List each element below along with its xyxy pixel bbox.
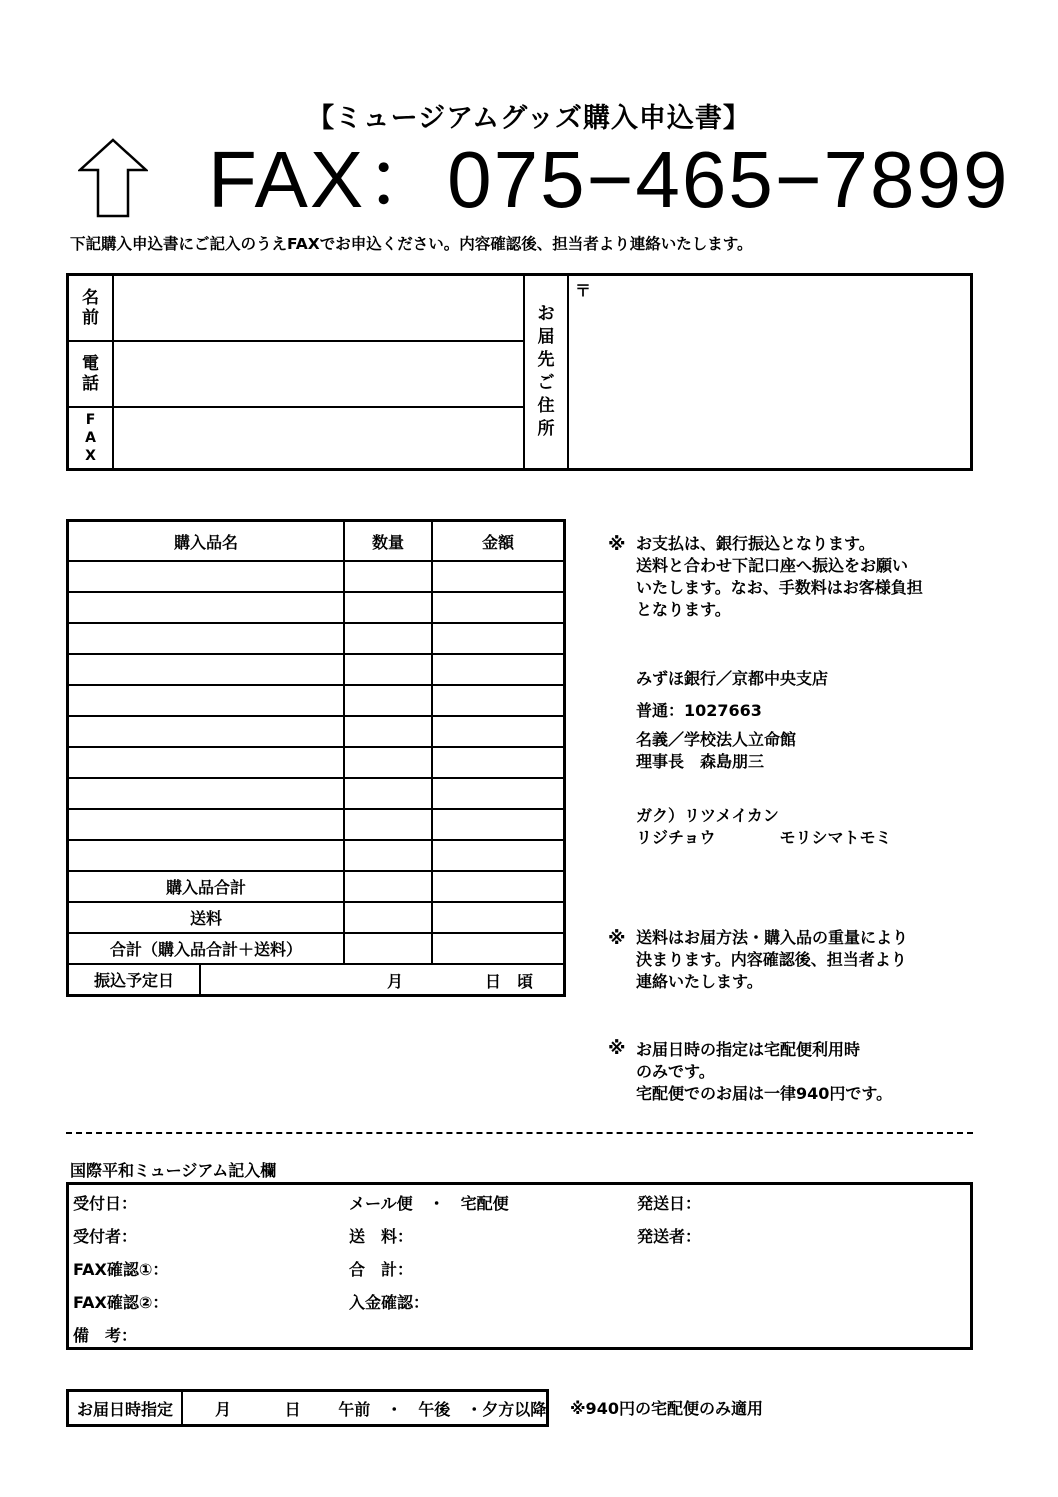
transfer-date-field[interactable] [201,965,563,994]
museum-section-title: 国際平和ミュージアム記入欄 [70,1161,277,1180]
mail-method-label: メール便 ・ 宅配便 [349,1194,509,1213]
col-amount-header: 金額 [432,521,565,562]
amount-cell[interactable] [432,809,565,840]
qty-cell[interactable] [344,716,432,747]
form-title: 【ミュージアムグッズ購入申込書】 [307,103,751,134]
qty-cell[interactable] [344,623,432,654]
delivery-label: お届日時指定 [68,1391,183,1426]
address-field[interactable] [569,276,970,468]
shipping-note: 送料はお届方法・購入品の重量により 決まります。内容確認後、担当者より 連絡いたします。 [636,928,909,991]
item-cell[interactable] [68,840,345,871]
payment-confirm-label: 入金確認： [349,1293,430,1312]
remarks-label: 備 考： [73,1326,138,1345]
order-row [68,592,565,623]
qty-cell[interactable] [344,654,432,685]
arrow-up-icon [78,138,148,218]
shipping-mark: ※ [608,928,626,949]
delivery-mark: ※ [608,1038,626,1059]
postage-label: 送 料： [349,1227,414,1246]
receiver-label: 受付者： [73,1227,138,1246]
phone-field[interactable] [114,342,523,408]
qty-cell[interactable] [344,840,432,871]
delivery-time-options: 午前 ・ 午後 ・夕方以降 [338,1399,547,1419]
intro-text: 下記購入申込書にご記入のうえFAXでお申込ください。内容確認後、担当者より連絡いたします。 [70,235,753,253]
col-item-header: 購入品名 [68,521,345,562]
item-cell[interactable] [68,561,345,592]
fax-number: FAX：075−465−7899 [208,135,1010,224]
name-label: 名 前 [69,276,114,342]
phone-label: 電 話 [69,342,114,408]
transfer-label: 振込予定日 [69,965,201,994]
order-row [68,623,565,654]
item-cell[interactable] [68,809,345,840]
contact-box [66,273,973,471]
shipping-qty[interactable] [344,902,432,933]
payment-mark: ※ [608,534,626,555]
transfer-day: 日 [485,972,502,991]
postal-mark: 〒 [575,281,592,300]
amount-cell[interactable] [432,592,565,623]
delivery-note: お届日時の指定は宅配便利用時 のみです。 宅配便でのお届は一律940円です。 [636,1040,893,1103]
qty-cell[interactable] [344,747,432,778]
item-cell[interactable] [68,716,345,747]
order-row [68,561,565,592]
total-amount[interactable] [432,933,565,964]
amount-cell[interactable] [432,840,565,871]
delivery-table [66,1389,549,1427]
fax-field[interactable] [114,408,523,468]
order-row [68,716,565,747]
item-cell[interactable] [68,778,345,809]
delivery-month: 月 [215,1399,232,1419]
total-qty[interactable] [344,933,432,964]
amount-cell[interactable] [432,747,565,778]
transfer-month: 月 [387,972,404,991]
order-rows [68,561,565,871]
amount-cell[interactable] [432,778,565,809]
delivery-note-text: ※940円の宅配便のみ適用 [570,1399,763,1418]
amount-cell[interactable] [432,716,565,747]
transfer-row [68,964,565,996]
amount-cell[interactable] [432,685,565,716]
fax-confirm-1-label: FAX確認①： [73,1260,169,1279]
total-label: 合計（購入品合計＋送料） [68,933,345,964]
qty-cell[interactable] [344,561,432,592]
qty-cell[interactable] [344,685,432,716]
subtotal-label: 購入品合計 [68,871,345,902]
name-field[interactable] [114,276,523,342]
order-table [66,519,566,997]
shipper-label: 発送者： [637,1227,702,1246]
payment-note: お支払は、銀行振込となります。 送料と合わせ下記口座へ振込をお願い いたします。なお、手数料はお客様負担 となります。 [636,534,923,619]
delivery-field[interactable] [182,1391,548,1426]
amount-cell[interactable] [432,623,565,654]
item-cell[interactable] [68,592,345,623]
address-label: お 届 先 ご 住 所 [523,276,569,468]
fax-label: F A X [69,408,114,468]
qty-cell[interactable] [344,592,432,623]
item-cell[interactable] [68,685,345,716]
item-cell[interactable] [68,747,345,778]
transfer-approx: 頃 [517,972,534,991]
order-row [68,747,565,778]
delivery-day: 日 [284,1399,301,1419]
order-row [68,685,565,716]
col-qty-header: 数量 [344,521,432,562]
qty-cell[interactable] [344,809,432,840]
ship-date-label: 発送日： [637,1194,702,1213]
order-row [68,654,565,685]
museum-box [66,1182,973,1350]
shipping-label: 送料 [68,902,345,933]
bank-name: みずほ銀行／京都中央支店 [636,669,829,688]
account-kana: ガク）リツメイカン リジチョウ モリシマトモミ [636,806,892,847]
order-row [68,809,565,840]
received-date-label: 受付日： [73,1194,138,1213]
sum-label: 合 計： [349,1260,414,1279]
order-row [68,840,565,871]
shipping-amount[interactable] [432,902,565,933]
subtotal-amount[interactable] [432,871,565,902]
amount-cell[interactable] [432,654,565,685]
order-row [68,778,565,809]
amount-cell[interactable] [432,561,565,592]
fax-confirm-2-label: FAX確認②： [73,1293,169,1312]
subtotal-qty[interactable] [344,871,432,902]
qty-cell[interactable] [344,778,432,809]
item-cell[interactable] [68,623,345,654]
cut-line [66,1132,973,1134]
account-holder: 名義／学校法人立命館 理事長 森島朋三 [636,730,797,771]
item-cell[interactable] [68,654,345,685]
account-number: 普通：1027663 [636,701,762,720]
